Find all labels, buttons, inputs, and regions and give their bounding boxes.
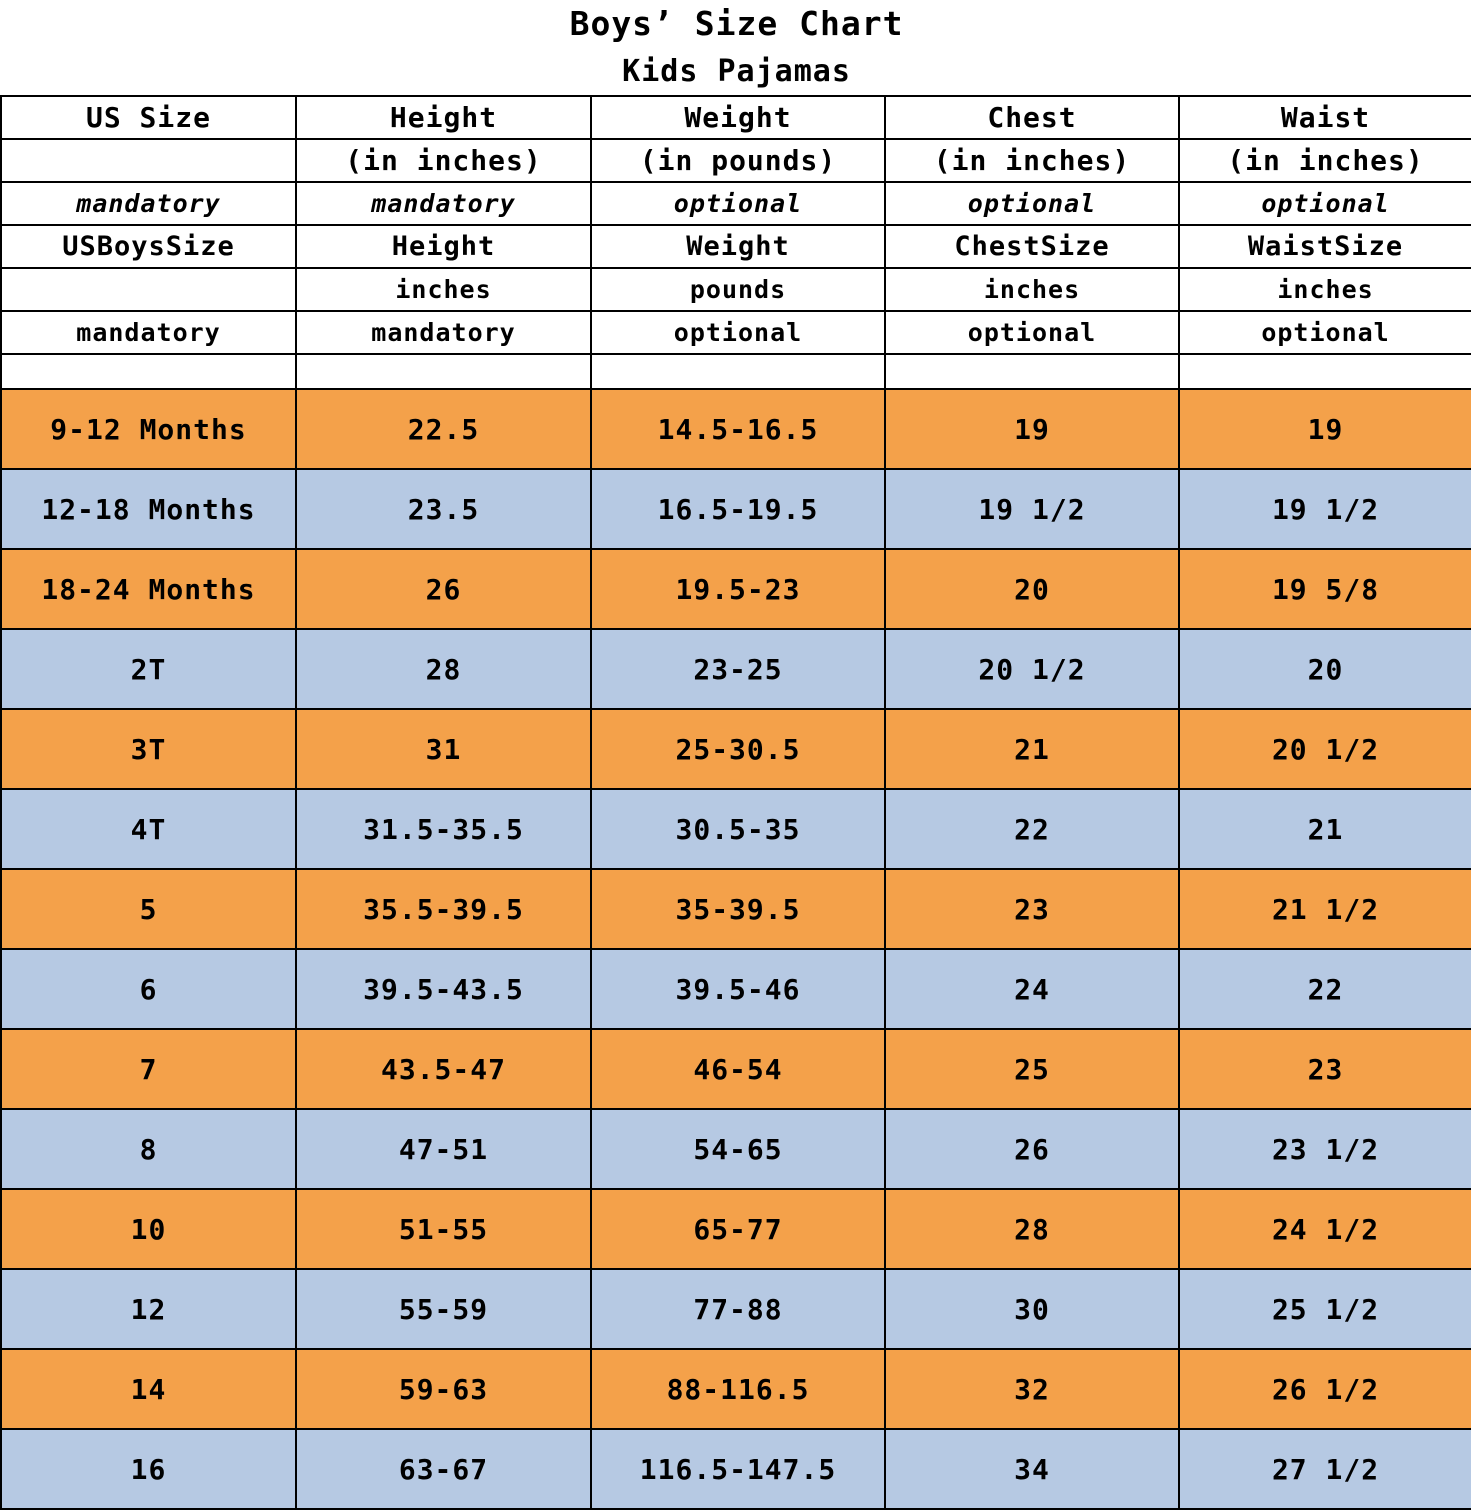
field-requirement-height: mandatory [296, 311, 591, 354]
page-subtitle: Kids Pajamas [1, 47, 1471, 96]
cell-height: 26 [296, 549, 591, 629]
requirement-height: mandatory [296, 182, 591, 225]
table-row [1, 1429, 1471, 1509]
cell-chest: 32 [885, 1349, 1179, 1429]
requirement-waist: optional [1179, 182, 1471, 225]
cell-weight: 54-65 [591, 1109, 885, 1189]
table-row [1, 1029, 1471, 1109]
column-header-waist: Waist [1179, 96, 1471, 139]
cell-weight: 23-25 [591, 629, 885, 709]
spacer-row [1, 354, 1471, 389]
header-row-1 [1, 96, 1471, 139]
header-row-3 [1, 182, 1471, 225]
field-unit-waist: inches [1179, 268, 1471, 311]
field-requirement-waist: optional [1179, 311, 1471, 354]
cell-us-size: 18-24 Months [1, 549, 296, 629]
cell-height: 43.5-47 [296, 1029, 591, 1109]
unit-waist: (in inches) [1179, 139, 1471, 182]
field-unit-chest: inches [885, 268, 1179, 311]
cell-chest: 30 [885, 1269, 1179, 1349]
cell-us-size: 10 [1, 1189, 296, 1269]
table-row [1, 469, 1471, 549]
field-name-us-size: USBoysSize [1, 225, 296, 268]
column-header-chest: Chest [885, 96, 1179, 139]
header-row-2 [1, 139, 1471, 182]
cell-waist: 23 1/2 [1179, 1109, 1471, 1189]
cell-chest: 20 [885, 549, 1179, 629]
cell-weight: 65-77 [591, 1189, 885, 1269]
table-row [1, 709, 1471, 789]
cell-us-size: 2T [1, 629, 296, 709]
spacer-cell [885, 354, 1179, 389]
cell-chest: 25 [885, 1029, 1179, 1109]
cell-waist: 19 1/2 [1179, 469, 1471, 549]
spacer-cell [296, 354, 591, 389]
cell-chest: 24 [885, 949, 1179, 1029]
cell-chest: 19 1/2 [885, 469, 1179, 549]
cell-waist: 19 5/8 [1179, 549, 1471, 629]
cell-height: 63-67 [296, 1429, 591, 1509]
cell-height: 31 [296, 709, 591, 789]
cell-height: 51-55 [296, 1189, 591, 1269]
cell-waist: 20 [1179, 629, 1471, 709]
requirement-weight: optional [591, 182, 885, 225]
cell-us-size: 12 [1, 1269, 296, 1349]
table-row [1, 389, 1471, 469]
table-row [1, 1189, 1471, 1269]
cell-weight: 16.5-19.5 [591, 469, 885, 549]
cell-us-size: 12-18 Months [1, 469, 296, 549]
cell-chest: 21 [885, 709, 1179, 789]
table-row [1, 1269, 1471, 1349]
cell-waist: 20 1/2 [1179, 709, 1471, 789]
cell-height: 55-59 [296, 1269, 591, 1349]
cell-us-size: 16 [1, 1429, 296, 1509]
spacer-cell [1179, 354, 1471, 389]
cell-weight: 30.5-35 [591, 789, 885, 869]
cell-weight: 19.5-23 [591, 549, 885, 629]
cell-chest: 19 [885, 389, 1179, 469]
cell-waist: 21 [1179, 789, 1471, 869]
cell-weight: 39.5-46 [591, 949, 885, 1029]
cell-height: 39.5-43.5 [296, 949, 591, 1029]
unit-us-size [1, 139, 296, 182]
cell-waist: 27 1/2 [1179, 1429, 1471, 1509]
table-row [1, 1349, 1471, 1429]
cell-height: 31.5-35.5 [296, 789, 591, 869]
cell-waist: 22 [1179, 949, 1471, 1029]
cell-us-size: 14 [1, 1349, 296, 1429]
header-row-4 [1, 225, 1471, 268]
cell-waist: 26 1/2 [1179, 1349, 1471, 1429]
cell-height: 59-63 [296, 1349, 591, 1429]
cell-height: 35.5-39.5 [296, 869, 591, 949]
cell-weight: 77-88 [591, 1269, 885, 1349]
table-row [1, 789, 1471, 869]
field-unit-weight: pounds [591, 268, 885, 311]
field-unit-us-size [1, 268, 296, 311]
unit-height: (in inches) [296, 139, 591, 182]
cell-waist: 24 1/2 [1179, 1189, 1471, 1269]
table-row [1, 549, 1471, 629]
cell-chest: 20 1/2 [885, 629, 1179, 709]
table-row [1, 869, 1471, 949]
cell-us-size: 4T [1, 789, 296, 869]
field-name-height: Height [296, 225, 591, 268]
cell-height: 28 [296, 629, 591, 709]
column-header-weight: Weight [591, 96, 885, 139]
cell-chest: 23 [885, 869, 1179, 949]
cell-height: 47-51 [296, 1109, 591, 1189]
field-requirement-chest: optional [885, 311, 1179, 354]
requirement-chest: optional [885, 182, 1179, 225]
cell-height: 22.5 [296, 389, 591, 469]
cell-weight: 25-30.5 [591, 709, 885, 789]
cell-waist: 19 [1179, 389, 1471, 469]
cell-us-size: 5 [1, 869, 296, 949]
unit-chest: (in inches) [885, 139, 1179, 182]
cell-waist: 23 [1179, 1029, 1471, 1109]
title-row [1, 0, 1471, 47]
table-body [1, 0, 1471, 1509]
column-header-height: Height [296, 96, 591, 139]
spacer-cell [1, 354, 296, 389]
cell-chest: 28 [885, 1189, 1179, 1269]
cell-chest: 34 [885, 1429, 1179, 1509]
field-requirement-weight: optional [591, 311, 885, 354]
cell-weight: 88-116.5 [591, 1349, 885, 1429]
cell-chest: 22 [885, 789, 1179, 869]
cell-weight: 35-39.5 [591, 869, 885, 949]
cell-us-size: 8 [1, 1109, 296, 1189]
column-header-us-size: US Size [1, 96, 296, 139]
cell-weight: 46-54 [591, 1029, 885, 1109]
table-row [1, 1109, 1471, 1189]
cell-chest: 26 [885, 1109, 1179, 1189]
cell-height: 23.5 [296, 469, 591, 549]
cell-weight: 116.5-147.5 [591, 1429, 885, 1509]
cell-us-size: 3T [1, 709, 296, 789]
cell-us-size: 6 [1, 949, 296, 1029]
cell-waist: 21 1/2 [1179, 869, 1471, 949]
table-row [1, 949, 1471, 1029]
cell-us-size: 7 [1, 1029, 296, 1109]
header-row-6 [1, 311, 1471, 354]
field-unit-height: inches [296, 268, 591, 311]
cell-us-size: 9-12 Months [1, 389, 296, 469]
table-row [1, 629, 1471, 709]
unit-weight: (in pounds) [591, 139, 885, 182]
field-requirement-us-size: mandatory [1, 311, 296, 354]
field-name-waist: WaistSize [1179, 225, 1471, 268]
field-name-weight: Weight [591, 225, 885, 268]
subtitle-row [1, 47, 1471, 96]
requirement-us-size: mandatory [1, 182, 296, 225]
page-title: Boys’ Size Chart [569, 4, 904, 43]
spacer-cell [591, 354, 885, 389]
header-row-5 [1, 268, 1471, 311]
cell-weight: 14.5-16.5 [591, 389, 885, 469]
cell-waist: 25 1/2 [1179, 1269, 1471, 1349]
field-name-chest: ChestSize [885, 225, 1179, 268]
